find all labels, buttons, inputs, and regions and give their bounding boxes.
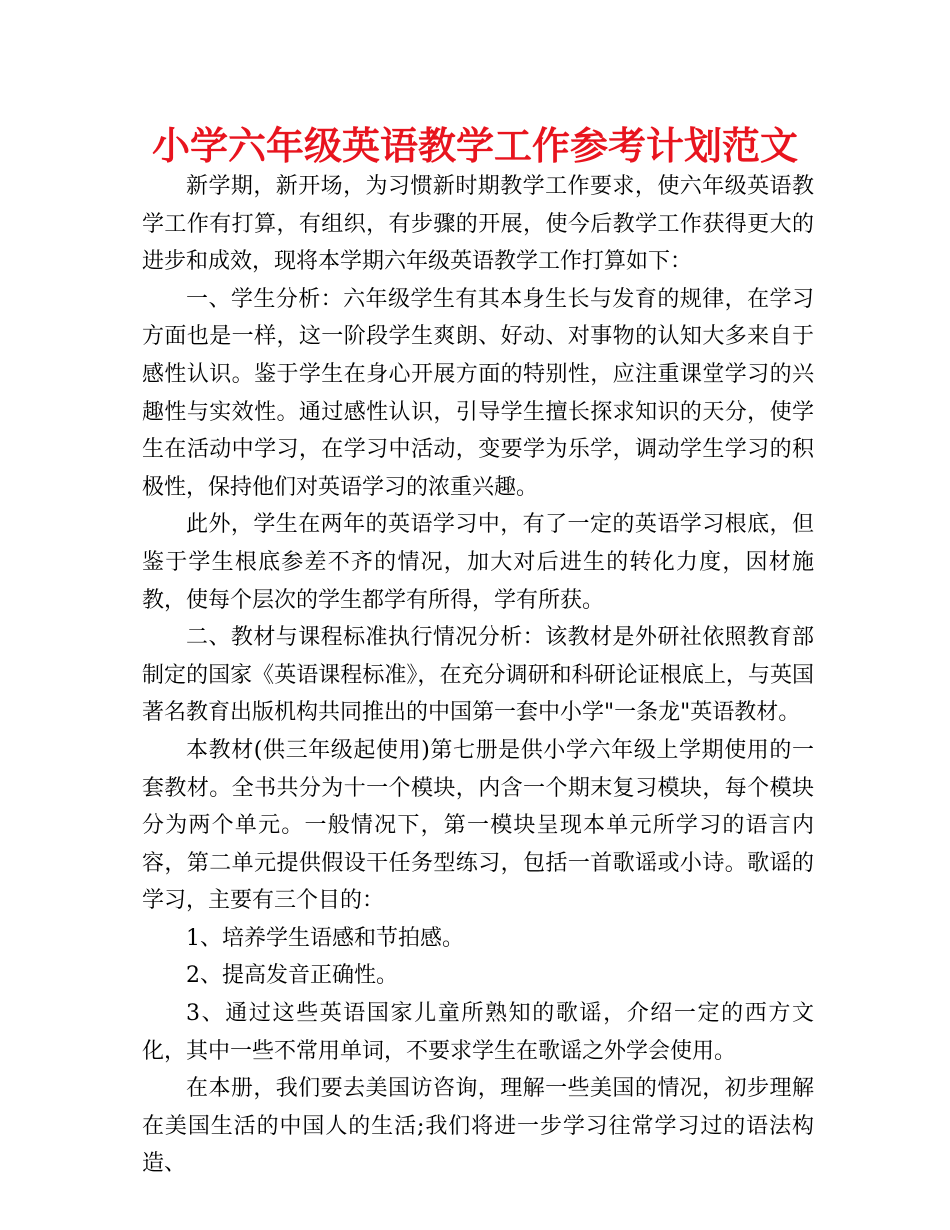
list-item-purpose-3: 3、通过这些英语国家儿童所熟知的歌谣，介绍一定的西方文化，其中一些不常用单词，不要求学生在歌谣之外学会使用。 — [142, 1001, 814, 1064]
paragraph-textbook-structure: 本教材(供三年级起使用)第七册是供小学六年级上学期使用的一套教材。全书共分为十一个模块，内含一个期末复习模块，每个模块分为两个单元。一般情况下，第一模块呈现本单元所学习的语言内容，第二单元提供假设干任务型练习，包括一首歌谣或小诗。歌谣的学习，主要有三个目的： — [142, 737, 814, 914]
paragraph-student-analysis: 一、学生分析：六年级学生有其本身生长与发育的规律，在学习方面也是一样，这一阶段学生爽朗、好动、对事物的认知大多来自于感性认识。鉴于学生在身心开展方面的特别性，应注重课堂学习的兴趣性与实效性。通过感性认识，引导学生擅长探求知识的天分，使学生在活动中学习，在学习中活动，变要学为乐学，调动学生学习的积极性，保持他们对英语学习的浓重兴趣。 — [142, 286, 814, 500]
paragraph-this-volume: 在本册，我们要去美国访咨询，理解一些美国的情况，初步理解在美国生活的中国人的生活;我们将进一步学习往常学习过的语法构造、 — [142, 1076, 814, 1177]
paragraph-textbook-analysis: 二、教材与课程标准执行情况分析：该教材是外研社依照教育部制定的国家《英语课程标准》，在充分调研和科研论证根底上，与英国著名教育出版机构共同推出的中国第一套中小学"一条龙"英语教材。 — [142, 625, 814, 726]
paragraph-intro: 新学期，新开场，为习惯新时期教学工作要求，使六年级英语教学工作有打算，有组织，有步骤的开展，使今后教学工作获得更大的进步和成效，现将本学期六年级英语教学工作打算如下： — [142, 174, 814, 275]
list-item-purpose-2: 2、提高发音正确性。 — [186, 963, 398, 989]
page-title: 小学六年级英语教学工作参考计划范文 — [151, 124, 798, 168]
document-body — [142, 168, 814, 1183]
list-item-purpose-1: 1、培养学生语感和节拍感。 — [186, 925, 464, 951]
paragraph-additionally: 此外，学生在两年的英语学习中，有了一定的英语学习根底，但鉴于学生根底参差不齐的情况，加大对后进生的转化力度，因材施教，使每个层次的学生都学有所得，学有所获。 — [142, 512, 814, 613]
